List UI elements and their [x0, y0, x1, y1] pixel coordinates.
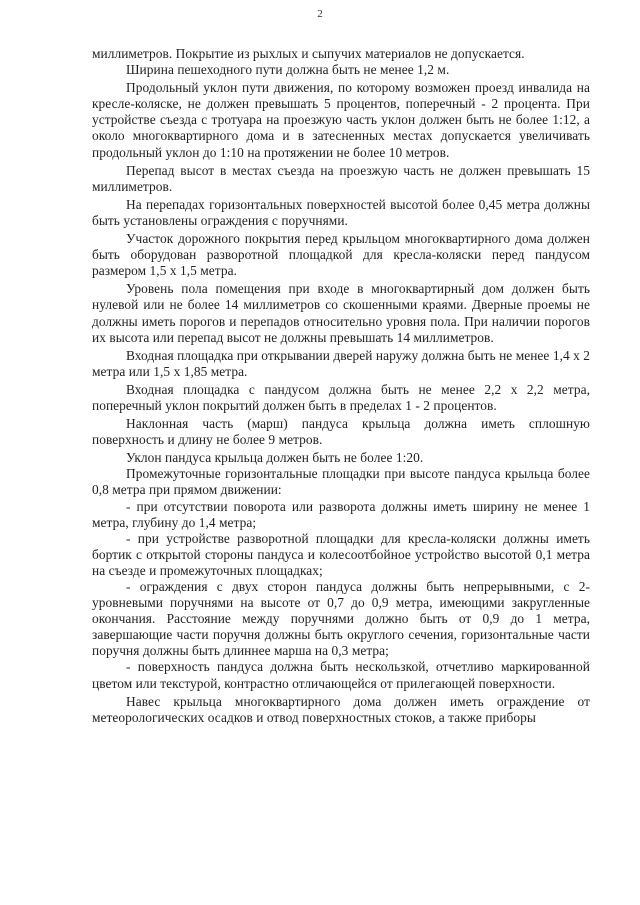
paragraph: Уровень пола помещения при входе в многоквартирный дом должен быть нулевой или не более 14 миллиметров со скошенными краями. Дверные проемы не должны иметь порогов и перепадов относительно уровня пола. При наличии порогов их высота или перепад высот не должны превышать 14 миллиметров. [92, 281, 590, 345]
list-item: - поверхность пандуса должна быть нескользкой, отчетливо маркированной цветом или текстурой, контрастно отличающейся от прилегающей поверхности. [92, 659, 590, 691]
paragraph: Промежуточные горизонтальные площадки при высоте пандуса крыльца более 0,8 метра при прямом движении: [92, 466, 590, 498]
paragraph: Входная площадка при открывании дверей наружу должна быть не менее 1,4 х 2 метра или 1,5 х 1,85 метра. [92, 347, 590, 379]
paragraph: Входная площадка с пандусом должна быть не менее 2,2 х 2,2 метра, поперечный уклон покрытий должен быть в пределах 1 - 2 процентов. [92, 381, 590, 413]
paragraph: Ширина пешеходного пути должна быть не менее 1,2 м. [126, 62, 450, 78]
list-item: - при устройстве разворотной площадки для кресла-коляски должны иметь бортик с открытой стороны пандуса и колесоотбойное устройство высотой 0,1 метра на съезде и промежуточных площадках; [92, 530, 590, 578]
list-item: - при отсутствии поворота или разворота должны иметь ширину не менее 1 метра, глубину до 1,4 метра; [92, 498, 590, 530]
paragraph: Перепад высот в местах съезда на проезжую часть не должен превышать 15 миллиметров. [92, 162, 590, 194]
document-body [92, 46, 590, 726]
paragraph: Уклон пандуса крыльца должен быть не более 1:20. [126, 450, 424, 466]
list-item: - ограждения с двух сторон пандуса должны быть непрерывными, с 2-уровневыми поручнями на высоте от 0,7 до 0,9 метра, имеющими закругленные окончания. Расстояние между поручнями должно быть от 0,9 до 1 метра, завершающие части поручня должны быть округлого сечения, горизонтальные части поручня должны быть длиннее марша на 0,3 метра; [92, 579, 590, 659]
page-number: 2 [317, 8, 323, 20]
paragraph: На перепадах горизонтальных поверхностей высотой более 0,45 метра должны быть установлены ограждения с поручнями. [92, 196, 590, 228]
paragraph: Участок дорожного покрытия перед крыльцом многоквартирного дома должен быть оборудован разворотной площадкой для кресла-коляски перед пандусом размером 1,5 х 1,5 метра. [92, 231, 590, 279]
paragraph: Продольный уклон пути движения, по которому возможен проезд инвалида на кресле-коляске, не должен превышать 5 процентов, поперечный - 2 процента. При устройстве съезда с тротуара на проезжую часть уклон должен быть не более 1:12, а около многоквартирного дома и в затесненных местах допускается увеличивать продольный уклон до 1:10 на протяжении не более 10 метров. [92, 80, 590, 160]
paragraph: Наклонная часть (марш) пандуса крыльца должна иметь сплошную поверхность и длину не более 9 метров. [92, 416, 590, 448]
paragraph-continuation: миллиметров. Покрытие из рыхлых и сыпучих материалов не допускается. [92, 46, 525, 61]
paragraph: Навес крыльца многоквартирного дома должен иметь ограждение от метеорологических осадков и отвод поверхностных стоков, а также приборы [92, 693, 590, 725]
